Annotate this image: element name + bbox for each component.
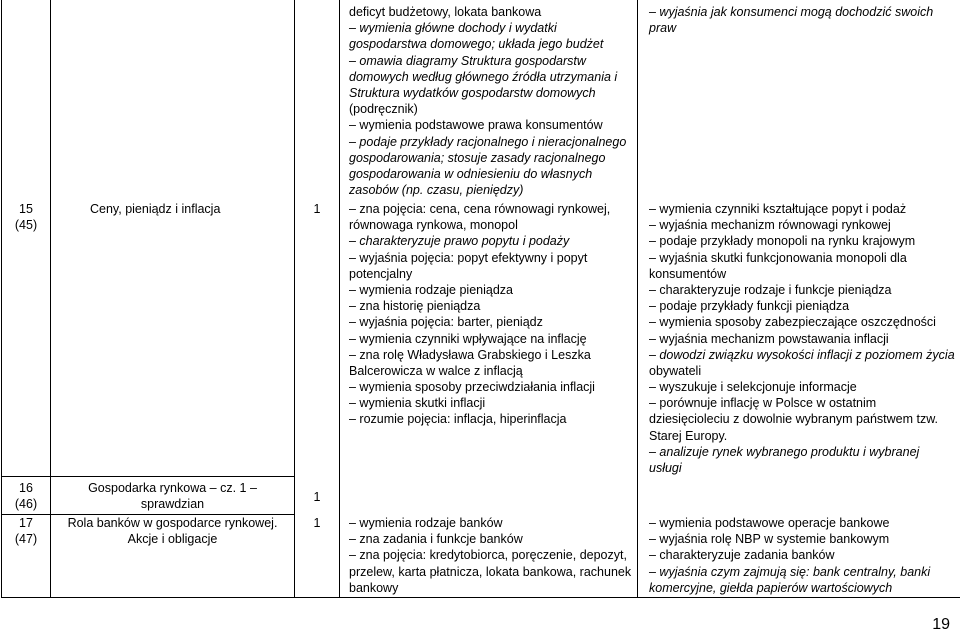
requirement-line: – wyszukuje i selekcjonuje informacje xyxy=(649,380,857,395)
basic-requirements-continued xyxy=(349,4,626,198)
requirement-line: – zna rolę Władysława Grabskiego i Leszka xyxy=(349,347,591,362)
requirement-line: – wymienia sposoby zabezpieczające oszczędności xyxy=(649,315,936,330)
requirement-line: konsumentów xyxy=(649,266,727,281)
requirement-line: – podaje przykłady racjonalnego i nieracjonalnego xyxy=(349,134,627,149)
requirement-line: – omawia diagramy Struktura gospodarstw xyxy=(349,53,586,68)
requirement-line: (podręcznik) xyxy=(349,102,418,117)
col-divider-2 xyxy=(294,0,295,598)
requirement-line: – wyjaśnia rolę NBP w systemie bankowym xyxy=(649,532,890,547)
extended-requirements-continued xyxy=(649,4,933,36)
lesson-number-16: 16 (46) xyxy=(14,481,38,512)
row-divider-15-16 xyxy=(1,476,294,477)
page-number: 19 xyxy=(932,616,950,633)
extended-requirements-15 xyxy=(649,201,955,476)
requirement-line: Struktura wydatków gospodarstw domowych xyxy=(349,85,596,100)
table-border-bottom xyxy=(1,597,960,598)
requirement-line: dziesięcioleciu z dowolnie wybranym państwem tzw. xyxy=(649,412,939,427)
requirement-line: – wyjaśnia czym zajmują się: bank centralny, banki xyxy=(649,564,931,579)
col-divider-4 xyxy=(637,0,638,598)
requirement-line: równowaga rynkowa, monopol xyxy=(349,218,518,233)
lesson-count-17: 1 xyxy=(313,516,321,530)
requirement-line: – podaje przykłady monopoli na rynku krajowym xyxy=(649,234,916,249)
requirement-line: – zna zadania i funkcje banków xyxy=(349,532,523,547)
requirement-line: – zna pojęcia: kredytobiorca, poręczenie, depozyt, xyxy=(349,548,627,563)
lesson-topic-17: Rola banków w gospodarce rynkowej. Akcje i obligacje xyxy=(67,516,278,547)
requirement-line: – porównuje inflację w Polsce w ostatnim xyxy=(649,396,877,411)
requirement-line: – podaje przykłady funkcji pieniądza xyxy=(649,299,850,314)
requirement-line: usługi xyxy=(649,461,682,475)
extended-requirements-17 xyxy=(649,515,930,596)
lesson-topic-16: Gospodarka rynkowa – cz. 1 – sprawdzian xyxy=(88,481,257,512)
lesson-count-16: 1 xyxy=(313,490,321,504)
lesson-number-17: 17 (47) xyxy=(14,516,38,547)
col-divider-3 xyxy=(339,0,340,598)
requirement-line: gospodarowania; stosuje zasady racjonalnego xyxy=(349,150,606,165)
requirement-line: – wymienia podstawowe prawa konsumentów xyxy=(349,118,603,133)
requirement-line: – wyjaśnia skutki funkcjonowania monopoli dla xyxy=(649,250,907,265)
requirement-line: komercyjne, giełda papierów wartościowych xyxy=(649,580,893,595)
requirement-line: gospodarstwa domowego; układa jego budżet xyxy=(349,37,604,52)
requirement-line: – wymienia czynniki wpływające na inflację xyxy=(349,331,587,346)
requirement-line: – charakteryzuje zadania banków xyxy=(649,548,835,563)
requirement-line: – zna pojęcia: cena, cena równowagi rynkowej, xyxy=(349,202,611,216)
requirement-line: – wyjaśnia mechanizm równowagi rynkowej xyxy=(649,218,891,233)
requirement-line: – analizuje rynek wybranego produktu i wybranej xyxy=(649,444,920,459)
requirement-line: zasobów (np. czasu, pieniędzy) xyxy=(349,183,524,198)
requirement-line: deficyt budżetowy, lokata bankowa xyxy=(349,5,542,19)
requirement-line: – rozumie pojęcia: inflacja, hiperinflacja xyxy=(349,412,567,427)
requirement-line: – wyjaśnia pojęcia: popyt efektywny i popyt xyxy=(349,250,588,265)
requirement-line: Balcerowicza w walce z inflacją xyxy=(349,363,523,378)
requirement-line: gospodarowania w odniesieniu do własnych xyxy=(349,166,593,181)
basic-requirements-17 xyxy=(349,515,631,596)
basic-requirements-15 xyxy=(349,201,610,428)
requirement-line: – wymienia rodzaje pieniądza xyxy=(349,282,513,297)
requirement-line: – dowodzi związku wysokości inflacji z poziomem życia xyxy=(649,347,955,362)
requirement-line: praw xyxy=(649,21,677,36)
requirement-line: – zna historię pieniądza xyxy=(349,299,481,314)
requirement-line: bankowy xyxy=(349,580,399,595)
requirement-line: – wymienia czynniki kształtujące popyt i podaż xyxy=(649,202,907,216)
requirement-line: Starej Europy. xyxy=(649,428,728,443)
requirement-line: obywateli xyxy=(649,363,702,378)
requirement-line: – charakteryzuje rodzaje i funkcje pieniądza xyxy=(649,282,892,297)
requirement-line: – wyjaśnia pojęcia: barter, pieniądz xyxy=(349,315,543,330)
lesson-count-15: 1 xyxy=(313,202,321,216)
requirement-line: przelew, karta płatnicza, lokata bankowa, rachunek xyxy=(349,564,632,579)
requirement-line: – wyjaśnia mechanizm powstawania inflacji xyxy=(649,331,889,346)
lesson-number-15: 15 (45) xyxy=(14,202,38,233)
requirement-line: – wymienia sposoby przeciwdziałania inflacji xyxy=(349,380,595,395)
requirement-line: – charakteryzuje prawo popytu i podaży xyxy=(349,234,570,249)
requirement-line: – wymienia podstawowe operacje bankowe xyxy=(649,516,890,530)
lesson-topic-15: Ceny, pieniądz i inflacja xyxy=(90,202,221,216)
requirement-line: – wyjaśnia jak konsumenci mogą dochodzić swoich xyxy=(649,5,934,19)
requirement-line: – wymienia główne dochody i wydatki xyxy=(349,21,557,36)
requirement-line: – wymienia rodzaje banków xyxy=(349,516,503,530)
requirement-line: – wymienia skutki inflacji xyxy=(349,396,486,411)
requirement-line: domowych według głównego źródła utrzymania i xyxy=(349,69,618,84)
requirement-line: potencjalny xyxy=(349,266,413,281)
